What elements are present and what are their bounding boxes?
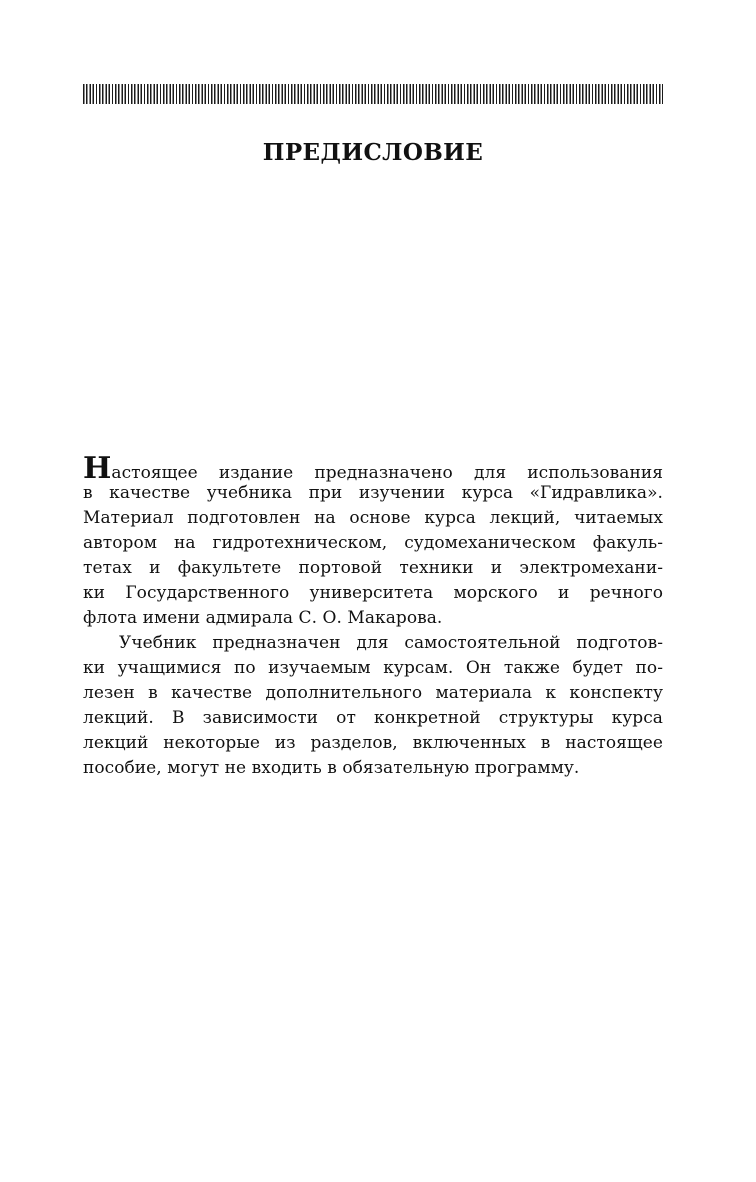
text-line: лекций. В зависимости от конкретной структуры курса [83, 708, 663, 728]
text-line: лекций некоторые из разделов, включенных в настоящее [83, 733, 663, 753]
text-line: флота имени адмирала С. О. Макарова. [83, 608, 443, 628]
paragraph-2 [83, 631, 663, 781]
text-line: Учебник предназначен для самостоятельной подготов- [119, 633, 663, 653]
drop-cap: Н [83, 451, 112, 486]
text-line: ки Государственного университета морского и речного [83, 583, 663, 603]
text-line-content: астоящее издание предназначено для использования [111, 463, 663, 483]
text-line: в качестве учебника при изучении курса «Гидравлика». [83, 483, 663, 503]
text-line: пособие, могут не входить в обязательную программу. [83, 758, 580, 778]
text-line: лезен в качестве дополнительного материала к конспекту [83, 683, 663, 703]
text-line: тетах и факультете портовой техники и электромехани- [83, 558, 663, 578]
header-ornament-rule [83, 84, 663, 104]
text-line: автором на гидротехническом, судомеханическом факуль- [83, 533, 663, 553]
text-line: Материал подготовлен на основе курса лекций, читаемых [83, 508, 663, 528]
preface-body [83, 451, 663, 781]
text-line [83, 451, 663, 486]
text-line: ки учащимися по изучаемым курсам. Он также будет по- [83, 658, 663, 678]
paragraph-1 [83, 451, 663, 631]
page-title: ПРЕДИСЛОВИЕ [262, 139, 484, 166]
